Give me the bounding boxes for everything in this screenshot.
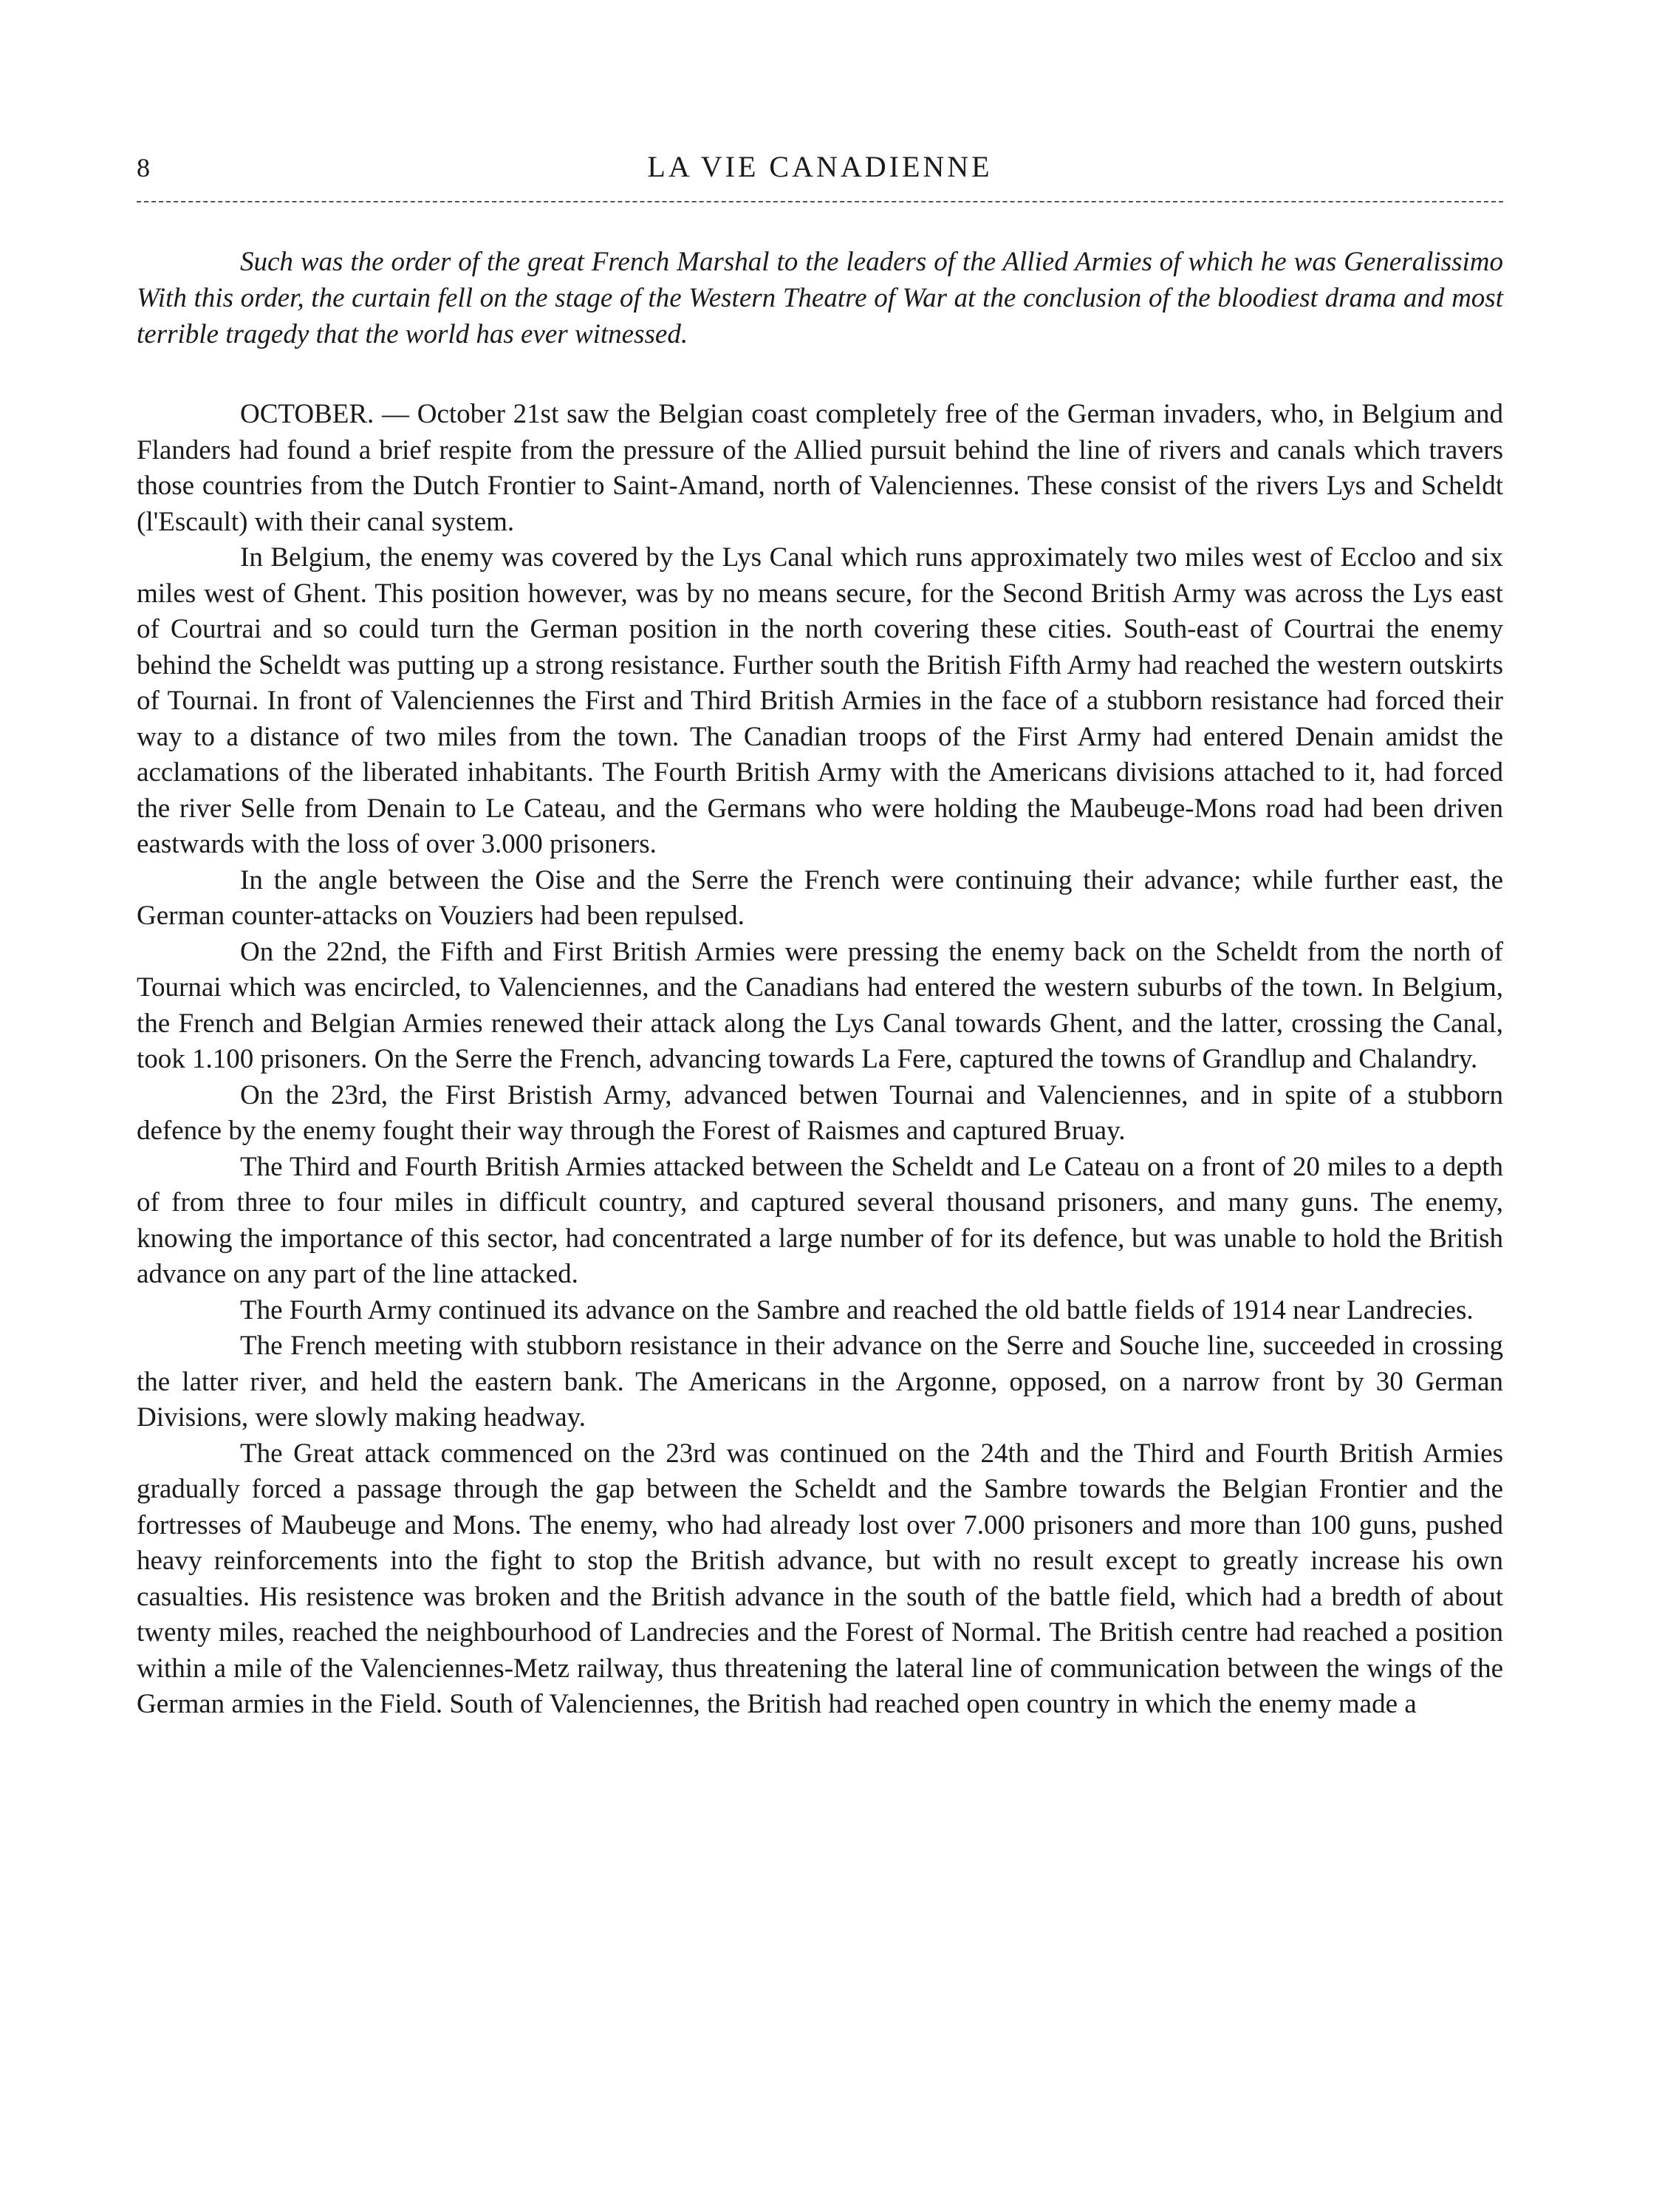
paragraph-fourth-army: The Fourth Army continued its advance on the Sambre and reached the old battle fields of 1914 near Landrecies. <box>240 1294 1474 1325</box>
paragraph-oise-serre: In the angle between the Oise and the Serre the French were continuing their advance; while further east, the German counter-attacks on Vouziers had been repulsed. <box>137 864 1503 931</box>
article-body <box>137 244 1503 1723</box>
running-title: LA VIE CANADIENNE <box>647 150 993 183</box>
intro-paragraph: Such was the order of the great French Marshal to the leaders of the Allied Armies of which he was Generalissimo With this order, the curtain fell on the stage of the Western Theatre of War at the conclusion of the bloodiest drama and most terrible tragedy that the world has ever witnessed. <box>137 247 1503 349</box>
paragraph-october-21: OCTOBER. — October 21st saw the Belgian coast completely free of the German invaders, who, in Belgium and Flanders had found a brief respite from the pressure of the Allied pursuit behind the line of rivers and canals which travers those countries from the Dutch Frontier to Saint-Amand, north of Valenciennes. These consist of the rivers Lys and Scheldt (l'Escault) with their canal system. <box>137 399 1503 537</box>
page-number: 8 <box>137 153 150 182</box>
paragraph-22nd: On the 22nd, the Fifth and First British Armies were pressing the enemy back on the Scheldt from the north of Tournai which was encircled, to Valenciennes, and the Canadians had entered the western suburbs of the town. In Belgium, the French and Belgian Armies renewed their attack along the Lys Canal towards Ghent, and the latter, crossing the Canal, took 1.100 prisoners. On the Serre the French, advancing towards La Fere, captured the towns of Grandlup and Chalandry. <box>137 936 1503 1074</box>
header-rule <box>137 201 1503 202</box>
paragraph-french-serre-souche: The French meeting with stubborn resistance in their advance on the Serre and Souche line, succeeded in crossing the latter river, and held the eastern bank. The Americans in the Argonne, opposed, on a narrow front by 30 German Divisions, were slowly making headway. <box>137 1331 1503 1433</box>
paragraph-23rd: On the 23rd, the First Bristish Army, advanced betwen Tournai and Valenciennes, and in spite of a stubborn defence by the enemy fought their way through the Forest of Raismes and captured Bruay. <box>137 1079 1503 1146</box>
paragraph-belgium: In Belgium, the enemy was covered by the Lys Canal which runs approximately two miles west of Eccloo and six miles west of Ghent. This position however, was by no means secure, for the Second British Army was across the Lys east of Courtrai and so could turn the German position in the north covering these cities. South-east of Courtrai the enemy behind the Scheldt was putting up a strong resistance. Further south the British Fifth Army had reached the western outskirts of Tournai. In front of Valenciennes the First and Third British Armies in the face of a stubborn resistance had forced their way to a distance of two miles from the town. The Canadian troops of the First Army had entered Denain amidst the acclamations of the liberated inhabitants. The Fourth British Army with the Americans divisions attached to it, had forced the river Selle from Denain to Le Cateau, and the Germans who were holding the Maubeuge-Mons road had been driven eastwards with the loss of over 3.000 prisoners. <box>137 542 1503 859</box>
page-header <box>137 148 1503 192</box>
paragraph-great-attack: The Great attack commenced on the 23rd was continued on the 24th and the Third and Fourth British Armies gradually forced a passage through the gap between the Scheldt and the Sambre towards the Belgian Frontier and the fortresses of Maubeuge and Mons. The enemy, who had already lost over 7.000 prisoners and more than 100 guns, pushed heavy reinforcements into the fight to stop the British advance, but with no result except to greatly increase his own casualties. His resistence was broken and the British advance in the south of the battle field, which had a bredth of about twenty miles, reached the neighbourhood of Landrecies and the Forest of Normal. The British centre had reached a position within a mile of the Valenciennes-Metz railway, thus threatening the lateral line of communication between the wings of the German armies in the Field. South of Valenciennes, the British had reached open country in which the enemy made a <box>137 1438 1503 1719</box>
paragraph-third-fourth-armies: The Third and Fourth British Armies attacked between the Scheldt and Le Cateau on a front of 20 miles to a depth of from three to four miles in difficult country, and captured several thousand prisoners, and many guns. The enemy, knowing the importance of this sector, had concentrated a large number of for its defence, but was unable to hold the British advance on any part of the line attacked. <box>137 1151 1503 1289</box>
